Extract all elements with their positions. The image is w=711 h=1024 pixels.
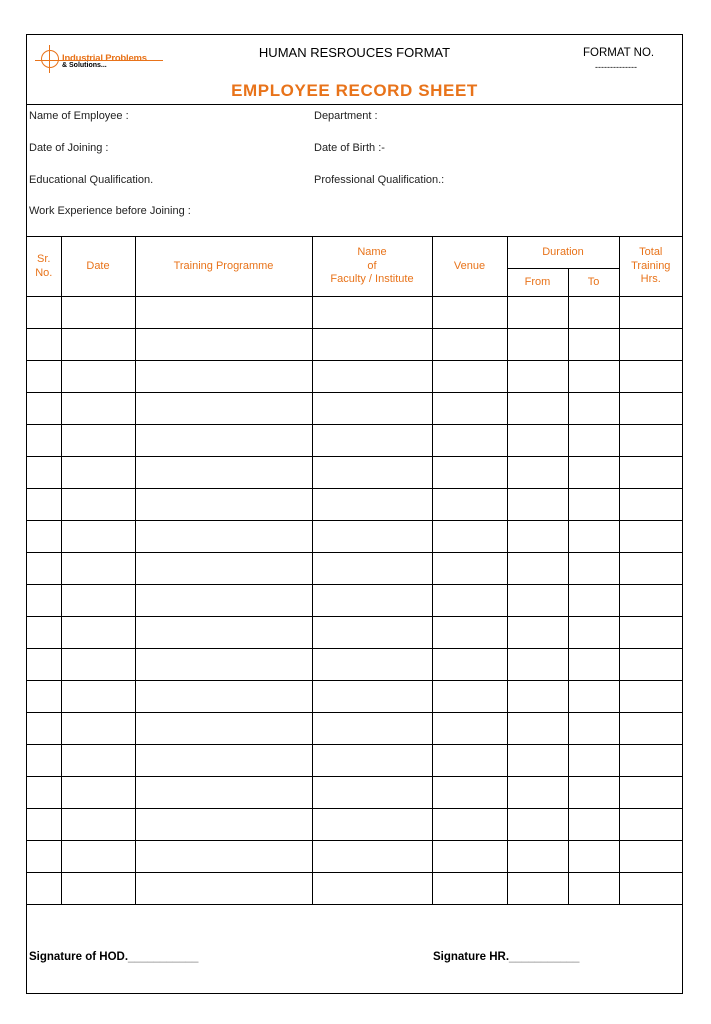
- training-record-table: [27, 236, 682, 905]
- educational-qualification-field[interactable]: Educational Qualification.: [29, 174, 154, 186]
- employee-record-sheet: [26, 34, 683, 994]
- table-cell[interactable]: [135, 329, 312, 361]
- table-cell[interactable]: [507, 617, 568, 649]
- table-cell[interactable]: [432, 329, 507, 361]
- table-cell[interactable]: [507, 681, 568, 713]
- table-cell[interactable]: [619, 745, 682, 777]
- table-cell[interactable]: [27, 713, 61, 745]
- table-cell[interactable]: [312, 745, 432, 777]
- date-of-joining-field[interactable]: Date of Joining :: [29, 142, 109, 154]
- table-cell[interactable]: [27, 553, 61, 585]
- table-cell[interactable]: [135, 777, 312, 809]
- sheet-header: [27, 35, 682, 105]
- table-cell[interactable]: [135, 873, 312, 905]
- table-cell[interactable]: [619, 809, 682, 841]
- table-row: [27, 457, 682, 489]
- table-cell[interactable]: [61, 745, 135, 777]
- table-cell[interactable]: [432, 585, 507, 617]
- table-cell[interactable]: [619, 777, 682, 809]
- table-row: [27, 425, 682, 457]
- table-cell[interactable]: [568, 745, 619, 777]
- table-row: [27, 489, 682, 521]
- table-cell[interactable]: [432, 809, 507, 841]
- table-row: [27, 809, 682, 841]
- table-cell[interactable]: [432, 457, 507, 489]
- table-cell[interactable]: [135, 393, 312, 425]
- table-cell[interactable]: [568, 329, 619, 361]
- table-cell[interactable]: [27, 873, 61, 905]
- table-cell[interactable]: [61, 457, 135, 489]
- table-cell[interactable]: [507, 841, 568, 873]
- table-row: [27, 873, 682, 905]
- table-cell[interactable]: [135, 521, 312, 553]
- format-no-value: --------------: [595, 62, 637, 72]
- table-cell[interactable]: [61, 809, 135, 841]
- table-cell[interactable]: [619, 713, 682, 745]
- table-cell[interactable]: [507, 745, 568, 777]
- table-cell[interactable]: [432, 553, 507, 585]
- table-cell[interactable]: [568, 841, 619, 873]
- table-cell[interactable]: [507, 489, 568, 521]
- table-cell[interactable]: [312, 841, 432, 873]
- table-cell[interactable]: [27, 329, 61, 361]
- table-cell[interactable]: [61, 521, 135, 553]
- table-cell[interactable]: [61, 393, 135, 425]
- work-experience-field[interactable]: Work Experience before Joining :: [29, 205, 191, 217]
- table-cell[interactable]: [619, 649, 682, 681]
- table-cell[interactable]: [432, 745, 507, 777]
- signature-hr-line: ___________: [509, 951, 580, 963]
- table-cell[interactable]: [619, 297, 682, 329]
- signature-hod-label: Signature of HOD.: [29, 951, 129, 963]
- table-cell[interactable]: [432, 489, 507, 521]
- table-cell[interactable]: [61, 649, 135, 681]
- table-cell[interactable]: [312, 873, 432, 905]
- professional-qualification-field[interactable]: Professional Qualification.:: [314, 174, 445, 186]
- table-cell[interactable]: [619, 521, 682, 553]
- table-cell[interactable]: [619, 585, 682, 617]
- col-header-to: To: [568, 269, 619, 297]
- table-cell[interactable]: [312, 713, 432, 745]
- col-header-total-line3: Hrs.: [640, 273, 661, 286]
- table-cell[interactable]: [312, 521, 432, 553]
- col-header-total-line1: Total: [639, 245, 663, 258]
- table-cell[interactable]: [619, 393, 682, 425]
- table-cell[interactable]: [568, 681, 619, 713]
- col-header-total-line2: Training: [631, 259, 671, 272]
- table-cell[interactable]: [568, 809, 619, 841]
- signature-hod[interactable]: [29, 951, 198, 963]
- table-row: [27, 841, 682, 873]
- table-cell[interactable]: [135, 361, 312, 393]
- col-header-date: Date: [61, 237, 135, 297]
- table-cell[interactable]: [27, 745, 61, 777]
- table-cell[interactable]: [312, 777, 432, 809]
- table-cell[interactable]: [619, 553, 682, 585]
- table-cell[interactable]: [135, 489, 312, 521]
- col-header-venue: Venue: [432, 237, 507, 297]
- table-cell[interactable]: [61, 777, 135, 809]
- table-cell[interactable]: [312, 329, 432, 361]
- table-body: [27, 297, 682, 905]
- table-cell[interactable]: [61, 617, 135, 649]
- table-cell[interactable]: [27, 361, 61, 393]
- table-cell[interactable]: [432, 297, 507, 329]
- table-cell[interactable]: [135, 457, 312, 489]
- table-row: [27, 745, 682, 777]
- table-cell[interactable]: [27, 777, 61, 809]
- table-row: [27, 393, 682, 425]
- col-header-training-programme: Training Programme: [135, 237, 312, 297]
- table-cell[interactable]: [27, 457, 61, 489]
- table-cell[interactable]: [27, 809, 61, 841]
- table-cell[interactable]: [135, 297, 312, 329]
- signature-hr-label: Signature HR.: [433, 951, 510, 963]
- format-no-label: FORMAT NO.: [583, 47, 655, 59]
- table-cell[interactable]: [507, 425, 568, 457]
- table-cell[interactable]: [568, 585, 619, 617]
- table-cell[interactable]: [27, 841, 61, 873]
- table-cell[interactable]: [432, 393, 507, 425]
- table-cell[interactable]: [135, 649, 312, 681]
- table-cell[interactable]: [568, 297, 619, 329]
- table-cell[interactable]: [312, 681, 432, 713]
- table-cell[interactable]: [312, 457, 432, 489]
- table-cell[interactable]: [27, 489, 61, 521]
- table-cell[interactable]: [61, 329, 135, 361]
- logo-text-line1: Industrial Problems: [62, 53, 147, 64]
- page-title: EMPLOYEE RECORD SHEET: [231, 81, 478, 100]
- table-cell[interactable]: [507, 777, 568, 809]
- table-cell[interactable]: [27, 617, 61, 649]
- table-cell[interactable]: [507, 329, 568, 361]
- table-cell[interactable]: [135, 713, 312, 745]
- table-cell[interactable]: [135, 809, 312, 841]
- table-cell[interactable]: [568, 361, 619, 393]
- table-cell[interactable]: [61, 553, 135, 585]
- table-cell[interactable]: [61, 361, 135, 393]
- table-cell[interactable]: [619, 873, 682, 905]
- table-row: [27, 777, 682, 809]
- table-cell[interactable]: [507, 649, 568, 681]
- table-cell[interactable]: [619, 617, 682, 649]
- table-cell[interactable]: [312, 809, 432, 841]
- table-cell[interactable]: [61, 585, 135, 617]
- table-cell[interactable]: [312, 393, 432, 425]
- department-field[interactable]: Department :: [314, 110, 378, 122]
- table-cell[interactable]: [432, 425, 507, 457]
- table-cell[interactable]: [568, 649, 619, 681]
- table-cell[interactable]: [27, 425, 61, 457]
- table-row: [27, 553, 682, 585]
- table-cell[interactable]: [432, 681, 507, 713]
- table-cell[interactable]: [61, 841, 135, 873]
- table-cell[interactable]: [27, 521, 61, 553]
- table-cell[interactable]: [27, 681, 61, 713]
- table-cell[interactable]: [507, 585, 568, 617]
- table-cell[interactable]: [507, 361, 568, 393]
- table-cell[interactable]: [507, 713, 568, 745]
- table-cell[interactable]: [568, 617, 619, 649]
- table-cell[interactable]: [568, 393, 619, 425]
- table-cell[interactable]: [568, 457, 619, 489]
- col-header-duration: Duration: [507, 237, 619, 269]
- table-cell[interactable]: [312, 425, 432, 457]
- col-header-faculty-name: Name: [357, 245, 387, 258]
- table-row: [27, 297, 682, 329]
- table-cell[interactable]: [568, 425, 619, 457]
- table-cell[interactable]: [61, 425, 135, 457]
- table-cell[interactable]: [507, 457, 568, 489]
- table-cell[interactable]: [61, 713, 135, 745]
- table-cell[interactable]: [135, 617, 312, 649]
- table-cell[interactable]: [135, 585, 312, 617]
- col-header-from: From: [507, 269, 568, 297]
- table-cell[interactable]: [61, 489, 135, 521]
- table-cell[interactable]: [135, 681, 312, 713]
- table-cell[interactable]: [507, 809, 568, 841]
- signature-hod-line: ___________: [128, 951, 199, 963]
- table-cell[interactable]: [619, 681, 682, 713]
- table-cell[interactable]: [312, 585, 432, 617]
- table-cell[interactable]: [27, 297, 61, 329]
- department-format-title: HUMAN RESROUCES FORMAT: [258, 45, 451, 60]
- table-row: [27, 649, 682, 681]
- table-row: [27, 329, 682, 361]
- table-cell[interactable]: [27, 393, 61, 425]
- table-row: [27, 681, 682, 713]
- table-cell[interactable]: [135, 425, 312, 457]
- table-cell[interactable]: [619, 489, 682, 521]
- table-cell[interactable]: [619, 457, 682, 489]
- date-of-birth-field[interactable]: Date of Birth :-: [314, 142, 385, 154]
- table-cell[interactable]: [568, 521, 619, 553]
- table-cell[interactable]: [568, 777, 619, 809]
- table-row: [27, 361, 682, 393]
- name-of-employee-field[interactable]: Name of Employee :: [29, 110, 129, 122]
- table-cell[interactable]: [432, 361, 507, 393]
- table-cell[interactable]: [507, 521, 568, 553]
- table-cell[interactable]: [312, 649, 432, 681]
- table-cell[interactable]: [312, 489, 432, 521]
- table-cell[interactable]: [619, 361, 682, 393]
- table-cell[interactable]: [61, 297, 135, 329]
- table-cell[interactable]: [568, 489, 619, 521]
- table-cell[interactable]: [312, 361, 432, 393]
- table-cell[interactable]: [61, 681, 135, 713]
- table-cell[interactable]: [507, 297, 568, 329]
- table-cell[interactable]: [135, 553, 312, 585]
- table-cell[interactable]: [135, 745, 312, 777]
- table-row: [27, 713, 682, 745]
- table-cell[interactable]: [312, 297, 432, 329]
- col-header-faculty-of: of: [367, 259, 377, 272]
- table-cell[interactable]: [27, 585, 61, 617]
- table-cell[interactable]: [432, 713, 507, 745]
- table-cell[interactable]: [619, 425, 682, 457]
- table-cell[interactable]: [507, 553, 568, 585]
- table-cell[interactable]: [507, 393, 568, 425]
- col-header-faculty: [312, 237, 432, 297]
- table-cell[interactable]: [619, 841, 682, 873]
- table-cell[interactable]: [312, 553, 432, 585]
- table-cell[interactable]: [432, 521, 507, 553]
- table-row: [27, 585, 682, 617]
- table-cell[interactable]: [61, 873, 135, 905]
- table-cell[interactable]: [432, 777, 507, 809]
- table-cell[interactable]: [432, 617, 507, 649]
- table-cell[interactable]: [619, 329, 682, 361]
- table-cell[interactable]: [507, 873, 568, 905]
- table-cell[interactable]: [568, 873, 619, 905]
- table-cell[interactable]: [432, 841, 507, 873]
- col-header-total-training-hrs: [619, 237, 682, 297]
- logo-text-line2: & Solutions...: [62, 62, 107, 69]
- table-cell[interactable]: [432, 649, 507, 681]
- table-cell[interactable]: [568, 713, 619, 745]
- table-cell[interactable]: [312, 617, 432, 649]
- table-row: [27, 617, 682, 649]
- signature-hr[interactable]: [433, 951, 579, 963]
- col-header-faculty-institute: Faculty / Institute: [330, 273, 414, 286]
- table-cell[interactable]: [27, 649, 61, 681]
- table-cell[interactable]: [568, 553, 619, 585]
- table-cell[interactable]: [432, 873, 507, 905]
- table-row: [27, 521, 682, 553]
- table-cell[interactable]: [135, 841, 312, 873]
- col-header-sr-no: Sr. No.: [27, 237, 61, 297]
